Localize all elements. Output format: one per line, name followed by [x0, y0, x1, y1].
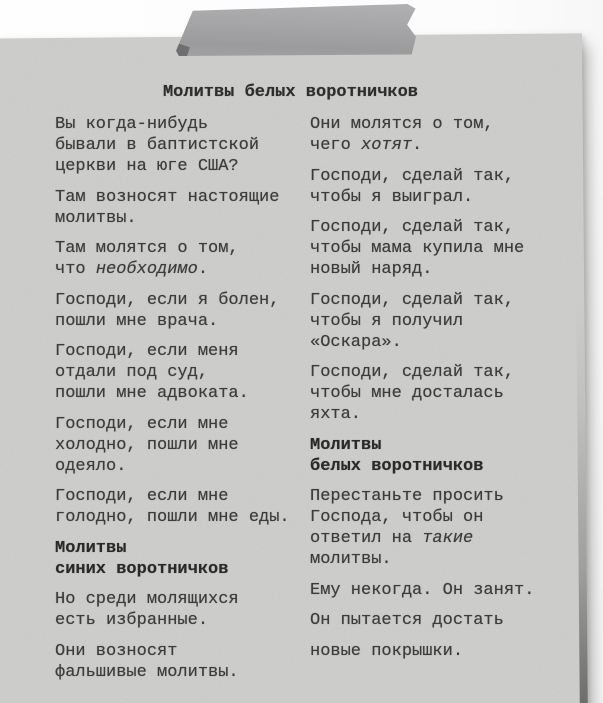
text-line: чего хотят.	[310, 136, 423, 155]
paragraph	[310, 362, 560, 425]
text-line: голодно, пошли мне еды.	[55, 508, 290, 527]
text-line: чтобы я выиграл.	[310, 187, 474, 207]
paragraph	[55, 290, 295, 332]
paragraph	[55, 641, 295, 683]
paper-edge-shadow	[576, 299, 588, 703]
paragraph	[310, 641, 560, 662]
text-line: Господи, сделай так,	[310, 166, 515, 186]
text-line: Молитвы	[310, 435, 382, 455]
text-line: «Оскара».	[310, 332, 402, 352]
text-line: Но среди молящихся	[55, 590, 239, 609]
text-line: Господи, если мне	[55, 487, 229, 506]
text-line: молитвы.	[310, 550, 392, 569]
paragraph	[55, 589, 295, 631]
text-line: Он пытается достать	[310, 611, 504, 630]
paragraph	[55, 238, 295, 280]
text-line: есть избранные.	[55, 611, 209, 630]
text-line: отдали под суд,	[55, 363, 209, 382]
text-line: бывали в баптистской	[55, 136, 260, 155]
text-line: Господи, сделай так,	[310, 218, 515, 237]
text-column	[55, 114, 295, 692]
text-line: Там возносят настоящие	[55, 187, 280, 207]
paragraph	[55, 187, 295, 229]
text-line: яхта.	[310, 405, 362, 424]
text-line: синих воротничков	[55, 559, 229, 579]
text-line: Они возносят	[55, 641, 178, 661]
paragraph	[55, 486, 295, 528]
text-columns	[55, 114, 560, 692]
text-line: молитвы.	[55, 208, 137, 228]
text-line: Господи, если я болен,	[55, 290, 280, 310]
section-heading	[55, 538, 295, 580]
text-line: Господа, чтобы он	[310, 508, 484, 527]
paragraph	[310, 580, 560, 601]
text-line: пошли мне адвоката.	[55, 384, 249, 403]
text-line: Господи, сделай так,	[310, 363, 515, 382]
paragraph	[310, 290, 560, 353]
text-line: одеяло.	[55, 456, 127, 476]
text-line: фальшивые молитвы.	[55, 662, 239, 682]
section-heading	[310, 435, 560, 477]
text-line: холодно, пошли мне	[55, 435, 239, 455]
text-line: Молитвы	[55, 538, 127, 558]
text-line: Вы когда-нибудь	[55, 115, 209, 134]
text-line: Господи, сделай так,	[310, 290, 515, 310]
text-line: пошли мне врача.	[55, 311, 219, 331]
text-line: новые покрышки.	[310, 641, 464, 661]
paragraph	[55, 114, 295, 177]
text-column	[310, 114, 560, 692]
text-line: ответил на такие	[310, 529, 474, 548]
text-line: новый наряд.	[310, 260, 433, 279]
tape-strip	[176, 4, 416, 56]
text-line: Господи, если меня	[55, 342, 239, 361]
paragraph	[55, 341, 295, 404]
paragraph	[310, 610, 560, 631]
text-line: белых воротничков	[310, 456, 484, 476]
text-line: церкви на юге США?	[55, 157, 239, 176]
text-line: что необходимо.	[55, 260, 209, 279]
text-line: Перестаньте просить	[310, 487, 504, 506]
text-line: Там молятся о том,	[55, 239, 239, 258]
text-line: чтобы я получил	[310, 311, 464, 331]
text-line: Господи, если мне	[55, 414, 229, 434]
typewritten-text	[55, 82, 560, 692]
paragraph	[310, 217, 560, 280]
text-line: чтобы мне досталась	[310, 384, 504, 403]
paragraph	[310, 486, 560, 570]
text-line: Ему некогда. Он занят.	[310, 580, 535, 600]
text-line: Они молятся о том,	[310, 115, 494, 134]
text-line: чтобы мама купила мне	[310, 239, 525, 258]
paragraph	[310, 166, 560, 208]
paragraph	[310, 114, 560, 156]
paragraph	[55, 414, 295, 477]
page-title: Молитвы белых воротничков	[162, 83, 419, 102]
